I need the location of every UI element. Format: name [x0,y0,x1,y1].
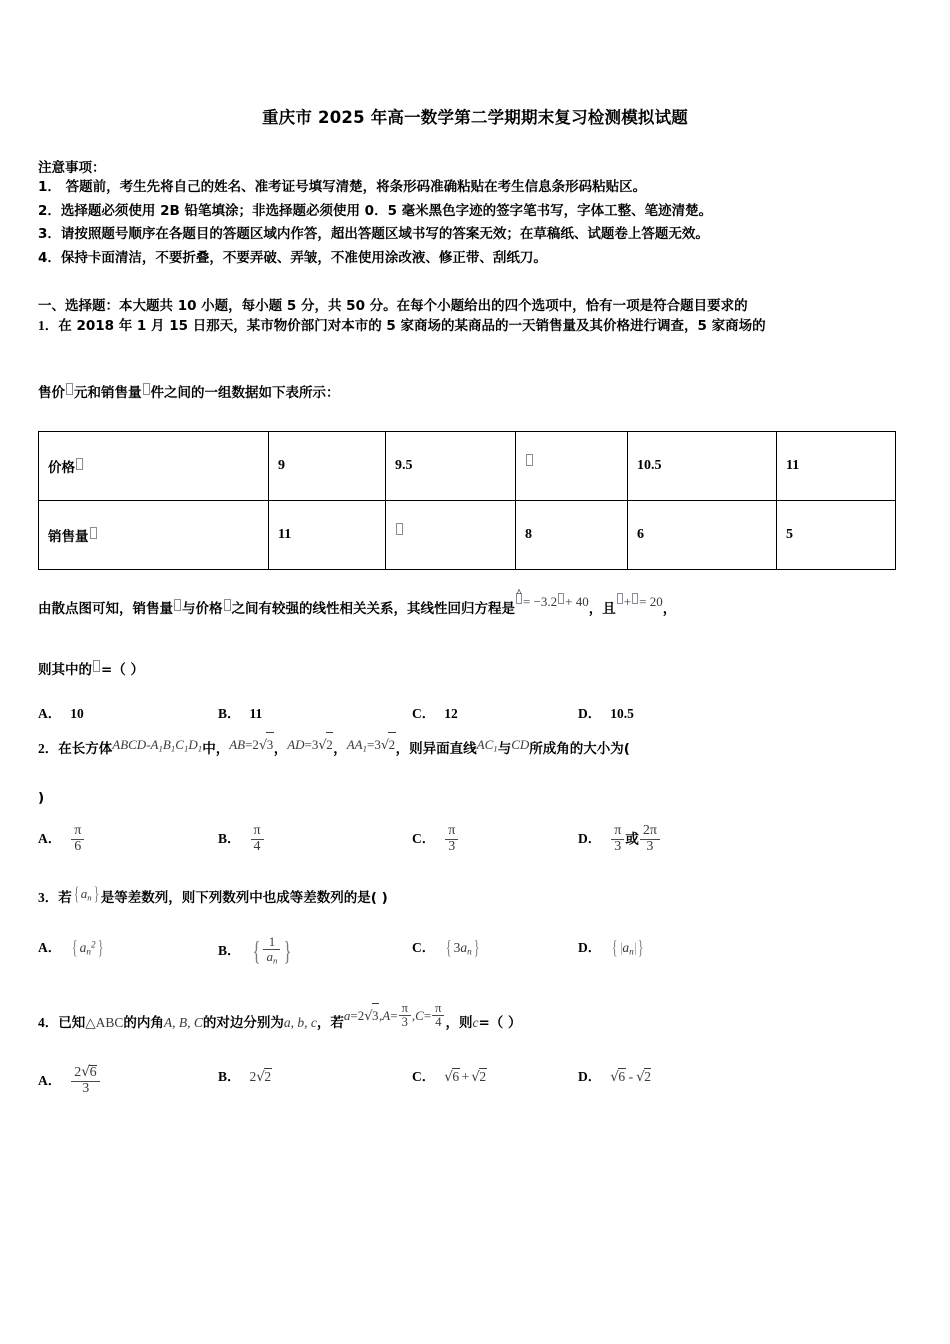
regression-tail: + 40 [565,594,589,609]
option-b[interactable] [218,1065,272,1085]
sqrt-2: √2 [318,732,333,757]
missing-glyph-box [174,599,181,611]
question-3-options [38,936,912,1002]
value-sqrt6-minus-sqrt2 [610,1069,651,1084]
sum-equation [616,590,663,614]
price-sales-table [38,431,896,570]
hat-variable [515,588,523,614]
option-label: D． [578,939,602,955]
option-d[interactable] [578,702,634,722]
question-4-options [38,1065,912,1131]
operator: - [628,1069,634,1085]
sqrt-2: √2 [256,1069,272,1086]
unknown-c: c [472,1015,479,1031]
fraction-pi-over-6 [71,824,84,855]
fraction-pi-over-3 [611,824,624,855]
radicand: 2 [264,1069,272,1085]
question-1-stem-text: 在 2018 年 1 月 15 日那天，某市物价部门对本市的 5 家商场的某商品的一天销售量及其价格进行调查，5 家商场的 [58,318,766,334]
numerator: π [448,823,456,839]
missing-glyph-box [526,454,533,466]
option-label: C． [412,939,436,955]
table-cell [386,501,516,570]
radicand: 6 [618,1069,626,1085]
missing-glyph-box [632,593,638,604]
denominator: 4 [432,1015,444,1029]
question-1-number: 1． [38,318,59,333]
option-joiner: 或 [625,831,639,848]
eq-ab [229,732,274,757]
table-row-label [39,501,269,570]
question-1-stem-cont [38,382,912,405]
brace-left: { [251,935,261,966]
triangle-abc: △ABC [85,1015,124,1031]
table-row [39,501,896,570]
sqrt-6: √6 [444,1069,460,1086]
option-c[interactable] [412,702,458,722]
brace-left: { [73,884,80,905]
cuboid-abcd: ABCD [112,737,147,753]
question-1-analysis [38,590,912,621]
eq-aa1-lhs: $AA_1$ [346,737,368,754]
radicand: 2 [644,1069,651,1085]
q3-text-a: 若 [58,889,72,906]
fraction-2sqrt6-over-3 [71,1065,100,1097]
option-label: A． [38,939,62,955]
eq-aa1-rel: =3 [367,737,381,753]
missing-glyph-box [143,383,150,395]
notice-item: 4．保持卡面清洁，不要折叠，不要弄破、弄皱，不准使用涂改液、修正带、刮纸刀。 [38,249,547,266]
table-row-label [39,432,269,501]
q2-text-e: 所成角的大小为( [529,741,630,758]
missing-glyph-box [558,593,564,604]
question-4-number: 4． [38,1015,59,1031]
eq-ab-rel: =2 [245,737,259,753]
option-label: B． [218,706,241,722]
section-heading: 一、选择题：本大题共 10 小题，每小题 5 分，共 50 分。在每个小题给出的四个选项中，恰有一项是符合题目要求的 [38,298,748,314]
missing-glyph-box [617,593,623,604]
radicand: 6 [89,1065,97,1081]
option-c[interactable] [412,824,459,855]
brace-right: } [283,935,292,966]
denominator: 3 [611,839,624,855]
given-C-lhs: C [415,1007,424,1023]
numerator: π [253,823,261,839]
q4-text-b: 的内角 [123,1015,164,1032]
fraction-pi-over-4 [251,824,264,855]
question-2-stem-cont [38,787,912,810]
denominator: 3 [399,1015,411,1029]
notice-item: 2．选择题必须使用 2B 铅笔填涂；非选择题必须使用 0．5 毫米黑色字迹的签字笔书写，字体工整、笔迹清楚。 [38,202,713,219]
brace-left: { [72,938,78,959]
option-label: D． [578,1069,602,1085]
eq-ad-lhs: AD [287,737,305,753]
question-2-number: 2． [38,741,59,757]
option-d[interactable] [578,936,646,957]
q4-text-d: ，若 [316,1015,344,1032]
q2-text-a: 在长方体 [58,741,113,758]
hat-accent: ^ [516,588,522,599]
option-label: B． [218,942,241,958]
sum-plus: + [623,594,632,609]
missing-glyph-box [90,527,97,539]
sqrt-2: √2 [636,1069,651,1086]
abs-bar-right: | [633,939,637,955]
eq-ab-lhs: AB [229,737,246,753]
q2-text-c: ，则异面直线 [395,741,477,758]
brace-left: { [612,938,618,959]
missing-glyph-box [76,458,83,470]
table-cell: 10.5 [628,432,777,501]
q2-comma-2: ， [333,741,347,758]
denominator: 3 [445,839,458,855]
sum-rhs: = 20 [639,594,663,609]
given-a-rel: =2 [350,1007,365,1023]
radicand: 3 [266,732,274,756]
row-label-sales: 销售量 [48,529,89,545]
notice-item: 3．请按照题号顺序在各题目的答题区域内作答，超出答题区域书写的答案无效；在草稿纸、试题卷上答题无效。 [38,226,709,242]
question-2-options [38,824,912,882]
table-cell: 9 [269,432,386,501]
q3-text-b: 是等差数列，则下列数列中也成等差数列的是( ) [100,889,388,906]
page-title: 重庆市 2025 年高一数学第二学期期末复习检测模拟试题 [261,108,688,127]
given-a-lhs: a [343,1007,351,1023]
option-a[interactable] [38,1065,101,1097]
question-1-ask [38,659,912,682]
q1-ask-b: =（ ） [101,662,145,679]
table-cell: 8 [516,501,628,570]
numerator: π [435,1000,442,1015]
q1-ask-a: 则其中的 [38,662,92,679]
option-label: B． [218,1069,241,1085]
option-label: A． [38,706,62,722]
sqrt-3: √3 [364,1003,379,1028]
eq-ad [287,732,333,757]
numerator: 1 [268,934,276,949]
table-cell: 6 [628,501,777,570]
sqrt-6: √6 [610,1069,626,1086]
fraction-pi-over-4 [432,1002,444,1030]
radicand: 3 [372,1003,380,1027]
radicand: 2 [388,732,396,756]
option-b[interactable] [218,702,262,722]
option-label: D． [578,706,602,722]
table-cell [516,432,628,501]
question-4-stem [38,1002,912,1035]
sqrt-3: √3 [259,732,274,757]
q1-text-c: 件之间的一组数据如下表所示： [150,385,340,401]
given-sep-2: , [411,1007,416,1023]
option-a[interactable] [38,936,105,957]
option-label: B． [218,831,241,847]
q2-text-b: 中， [202,741,230,758]
given-A-lhs: A [382,1007,391,1023]
table-cell: 11 [269,501,386,570]
question-2-stem [38,732,912,761]
option-d[interactable] [578,824,661,855]
fraction-1-over-an [263,936,280,966]
given-sep-1: , [379,1007,383,1023]
missing-glyph-box [93,660,100,672]
given-A-rel: = [390,1007,398,1023]
q2-text-f: ) [38,790,45,807]
operator: + [461,1069,470,1085]
sides-abc: a, b, c [283,1015,317,1031]
option-value: 12 [444,706,458,722]
option-d[interactable] [578,1065,651,1085]
q1-comma: ， [588,601,603,618]
q1-text-a: 售价 [38,385,65,401]
q4-text-e: ，则 [445,1015,473,1032]
question-1-options [38,702,912,732]
option-label: D． [578,831,602,847]
option-value: 10.5 [610,706,634,722]
numerator: 2√6 [74,1064,97,1081]
radicand: 2 [326,732,334,756]
row-label-price: 价格 [48,460,75,476]
denominator: 3 [71,1081,100,1097]
q1-and-word: 且 [602,601,616,618]
option-label: C． [412,831,436,847]
option-label: A． [38,1073,62,1089]
given-C-rel: = [423,1007,432,1023]
regression-rhs: = −3.2 [523,594,558,609]
option-b[interactable] [218,936,294,966]
denominator: $a_n$ [263,949,280,966]
value-sqrt6-plus-sqrt2 [444,1069,486,1084]
option-label: C． [412,706,436,722]
denominator: 4 [251,839,264,855]
value-2sqrt2: 2√2 [249,1069,272,1086]
notice-item: 1． 答题前，考生先将自己的姓名、准考证号填写清楚，将条形码准确粘贴在考生信息条形码粘贴区。 [38,179,647,195]
notice-heading: 注意事项： [38,160,106,176]
option-c[interactable] [412,936,481,957]
radicand: 6 [452,1069,460,1085]
q4-text-c: 的对边分别为 [202,1015,284,1032]
sequence-abs-an: { $|a_n|$ } [612,938,644,959]
sqrt-2: √2 [471,1069,487,1086]
sequence-an-squared: { $a_n^2$} [72,938,104,959]
q1-text-b: 元和销售量 [74,385,142,401]
q1-analysis-c: 之间有较强的线性相关关系，其线性回归方程是 [231,601,515,618]
brace-right: } [97,938,104,959]
q2-comma-1: ， [273,741,288,758]
sequence-an: { $a_n$} [73,884,100,905]
sqrt-2: √2 [381,732,396,757]
brace-right: } [638,938,644,959]
radicand: 2 [479,1069,487,1085]
cuboid-name [112,733,202,760]
line-ac1: $AC_1$ [476,737,498,754]
brace-left: { [446,938,452,959]
q2-text-d: 与 [497,741,512,758]
missing-glyph-box [224,599,231,611]
question-1-stem [38,314,912,338]
denominator: 3 [640,839,660,855]
cuboid-a1b1c1d1: $A_1B_1C_1D_1$ [150,737,203,754]
question-3-number: 3． [38,889,59,905]
numerator: π [74,823,82,839]
eq-ad-rel: =3 [304,737,319,753]
missing-glyph-box [396,523,403,535]
angles-abc: A, B, C [163,1015,203,1031]
table-cell: 5 [777,501,896,570]
option-value: 11 [249,706,263,722]
option-label: C． [412,1069,436,1085]
denominator: 6 [71,839,84,855]
option-b[interactable] [218,824,265,855]
regression-equation [515,590,589,614]
table-row [39,432,896,501]
brace-right: } [473,938,480,959]
q4-given-equations [344,1002,446,1030]
abs-bar-left: | [619,939,623,955]
question-3-stem [38,882,912,910]
cuboid-dash: - [146,737,151,753]
q1-analysis-a: 由散点图可知，销售量 [38,601,173,618]
q4-text-f: =（ ） [478,1015,522,1032]
sqrt-6: √6 [81,1064,97,1081]
option-value: 10 [70,706,84,722]
fraction-pi-over-3 [399,1002,411,1030]
numerator: 2π [642,823,657,839]
sequence-3an: { $3a_n$} [446,938,480,959]
sequence-one-over-an [250,934,295,966]
coefficient: 3 [453,939,461,955]
numerator: π [401,1000,408,1015]
table-cell: 11 [777,432,896,501]
line-cd: CD [511,737,530,753]
eq-aa1 [347,732,396,760]
option-label: A． [38,831,62,847]
q4-text-a: 已知 [58,1015,86,1032]
fraction-2pi-over-3 [640,824,660,855]
option-a[interactable] [38,702,84,722]
q1-comma-2: ， [662,601,677,618]
fraction-pi-over-3 [445,824,458,855]
table-cell: 9.5 [386,432,516,501]
missing-glyph-box [66,383,73,395]
brace-right: } [93,884,100,905]
q1-analysis-b: 与价格 [182,601,223,618]
option-c[interactable] [412,1065,487,1085]
numerator: π [614,823,622,839]
option-a[interactable] [38,824,85,855]
